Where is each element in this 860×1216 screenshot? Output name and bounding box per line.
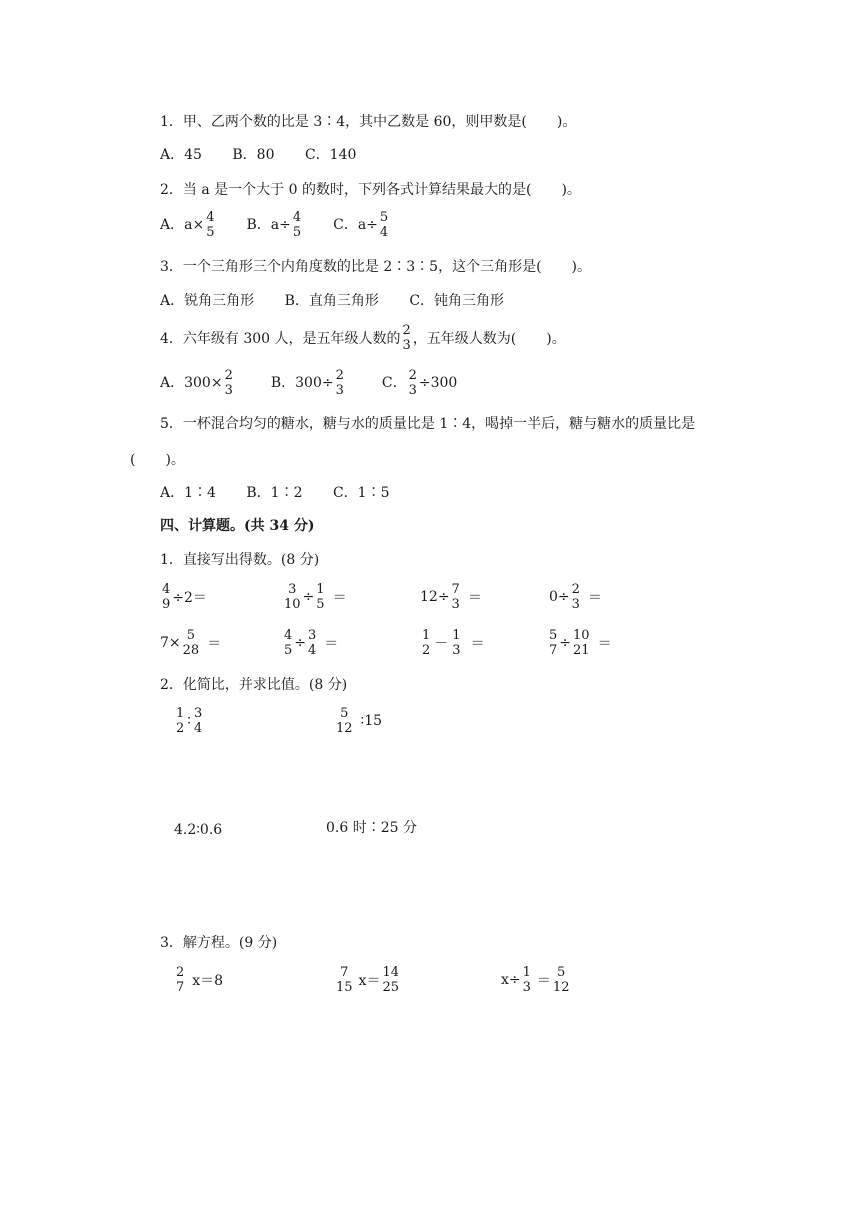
calc-r1c1: 4 9 ÷2＝ (162, 582, 207, 612)
question-2: 2．当 a 是一个大于 0 的数时，下列各式计算结果最大的是( )。 (160, 182, 581, 198)
option-a: A．45 (160, 147, 202, 163)
option-b: B．1∶2 (246, 485, 303, 501)
ratio-d: 0.6 时∶25 分 (326, 820, 417, 836)
question-2-options (160, 210, 390, 240)
calc-r2c3: 1 2 － 1 3 ＝ (422, 628, 485, 658)
calc-r2c1: 7× 5 28 ＝ (160, 628, 222, 658)
calc-r1c2: 3 10 ÷ 1 5 ＝ (284, 582, 347, 612)
section-title: 四、计算题。(共 34 分) (160, 518, 315, 534)
question-5-options (160, 483, 415, 503)
question-3-options (160, 291, 530, 311)
ratio-b: 5 12 ∶15 (336, 706, 383, 736)
option-a: A．a× 4 5 (160, 210, 215, 240)
question-5-line2: ( )。 (130, 452, 185, 468)
part-1-title: 1．直接写出得数。(8 分) (160, 552, 320, 568)
question-4: 4．六年级有 300 人，是五年级人数的 2 3 ，五年级人数为( )。 (160, 323, 566, 353)
ratio-c: 4.2∶0.6 (174, 822, 223, 838)
equation-b: 7 15 x＝ 14 25 (336, 965, 399, 995)
calc-r2c4: 5 7 ÷ 10 21 ＝ (549, 628, 612, 658)
option-a: A．300× 2 3 (160, 368, 233, 398)
option-c: C．140 (304, 147, 357, 163)
option-b: B．直角三角形 (284, 293, 379, 309)
option-a: A．锐角三角形 (160, 293, 255, 309)
option-c: C．1∶5 (332, 485, 390, 501)
part-2-title: 2．化简比，并求比值。(8 分) (160, 677, 348, 693)
calc-r2c2: 4 5 ÷ 3 4 ＝ (284, 628, 339, 658)
question-3: 3．一个三角形三个内角度数的比是 2∶3∶5，这个三角形是( )。 (160, 259, 592, 275)
question-4-options (160, 368, 457, 398)
option-c: C． 2 3 ÷300 (381, 368, 458, 398)
option-b: B．300÷ 2 3 (270, 368, 344, 398)
ratio-a: 1 2 ∶ 3 4 (176, 706, 203, 736)
question-5: 5．一杯混合均匀的糖水，糖与水的质量比是 1∶4，喝掉一半后，糖与糖水的质量比是 (160, 416, 696, 432)
part-3-title: 3．解方程。(9 分) (160, 935, 278, 951)
calc-r1c3: 12÷ 7 3 ＝ (420, 582, 482, 612)
option-b: B．a÷ 4 5 (246, 210, 302, 240)
question-1: 1．甲、乙两个数的比是 3∶4，其中乙数是 60，则甲数是( )。 (160, 114, 577, 130)
calc-r1c4: 0÷ 2 3 ＝ (549, 582, 602, 612)
equation-a: 2 7 x＝8 (176, 965, 224, 995)
option-c: C．a÷ 5 4 (333, 210, 389, 240)
option-c: C．钝角三角形 (409, 293, 505, 309)
question-1-options (160, 145, 382, 165)
option-b: B．80 (232, 147, 275, 163)
option-a: A．1∶4 (160, 485, 216, 501)
equation-c: x÷ 1 3 ＝ 5 12 (501, 965, 570, 995)
